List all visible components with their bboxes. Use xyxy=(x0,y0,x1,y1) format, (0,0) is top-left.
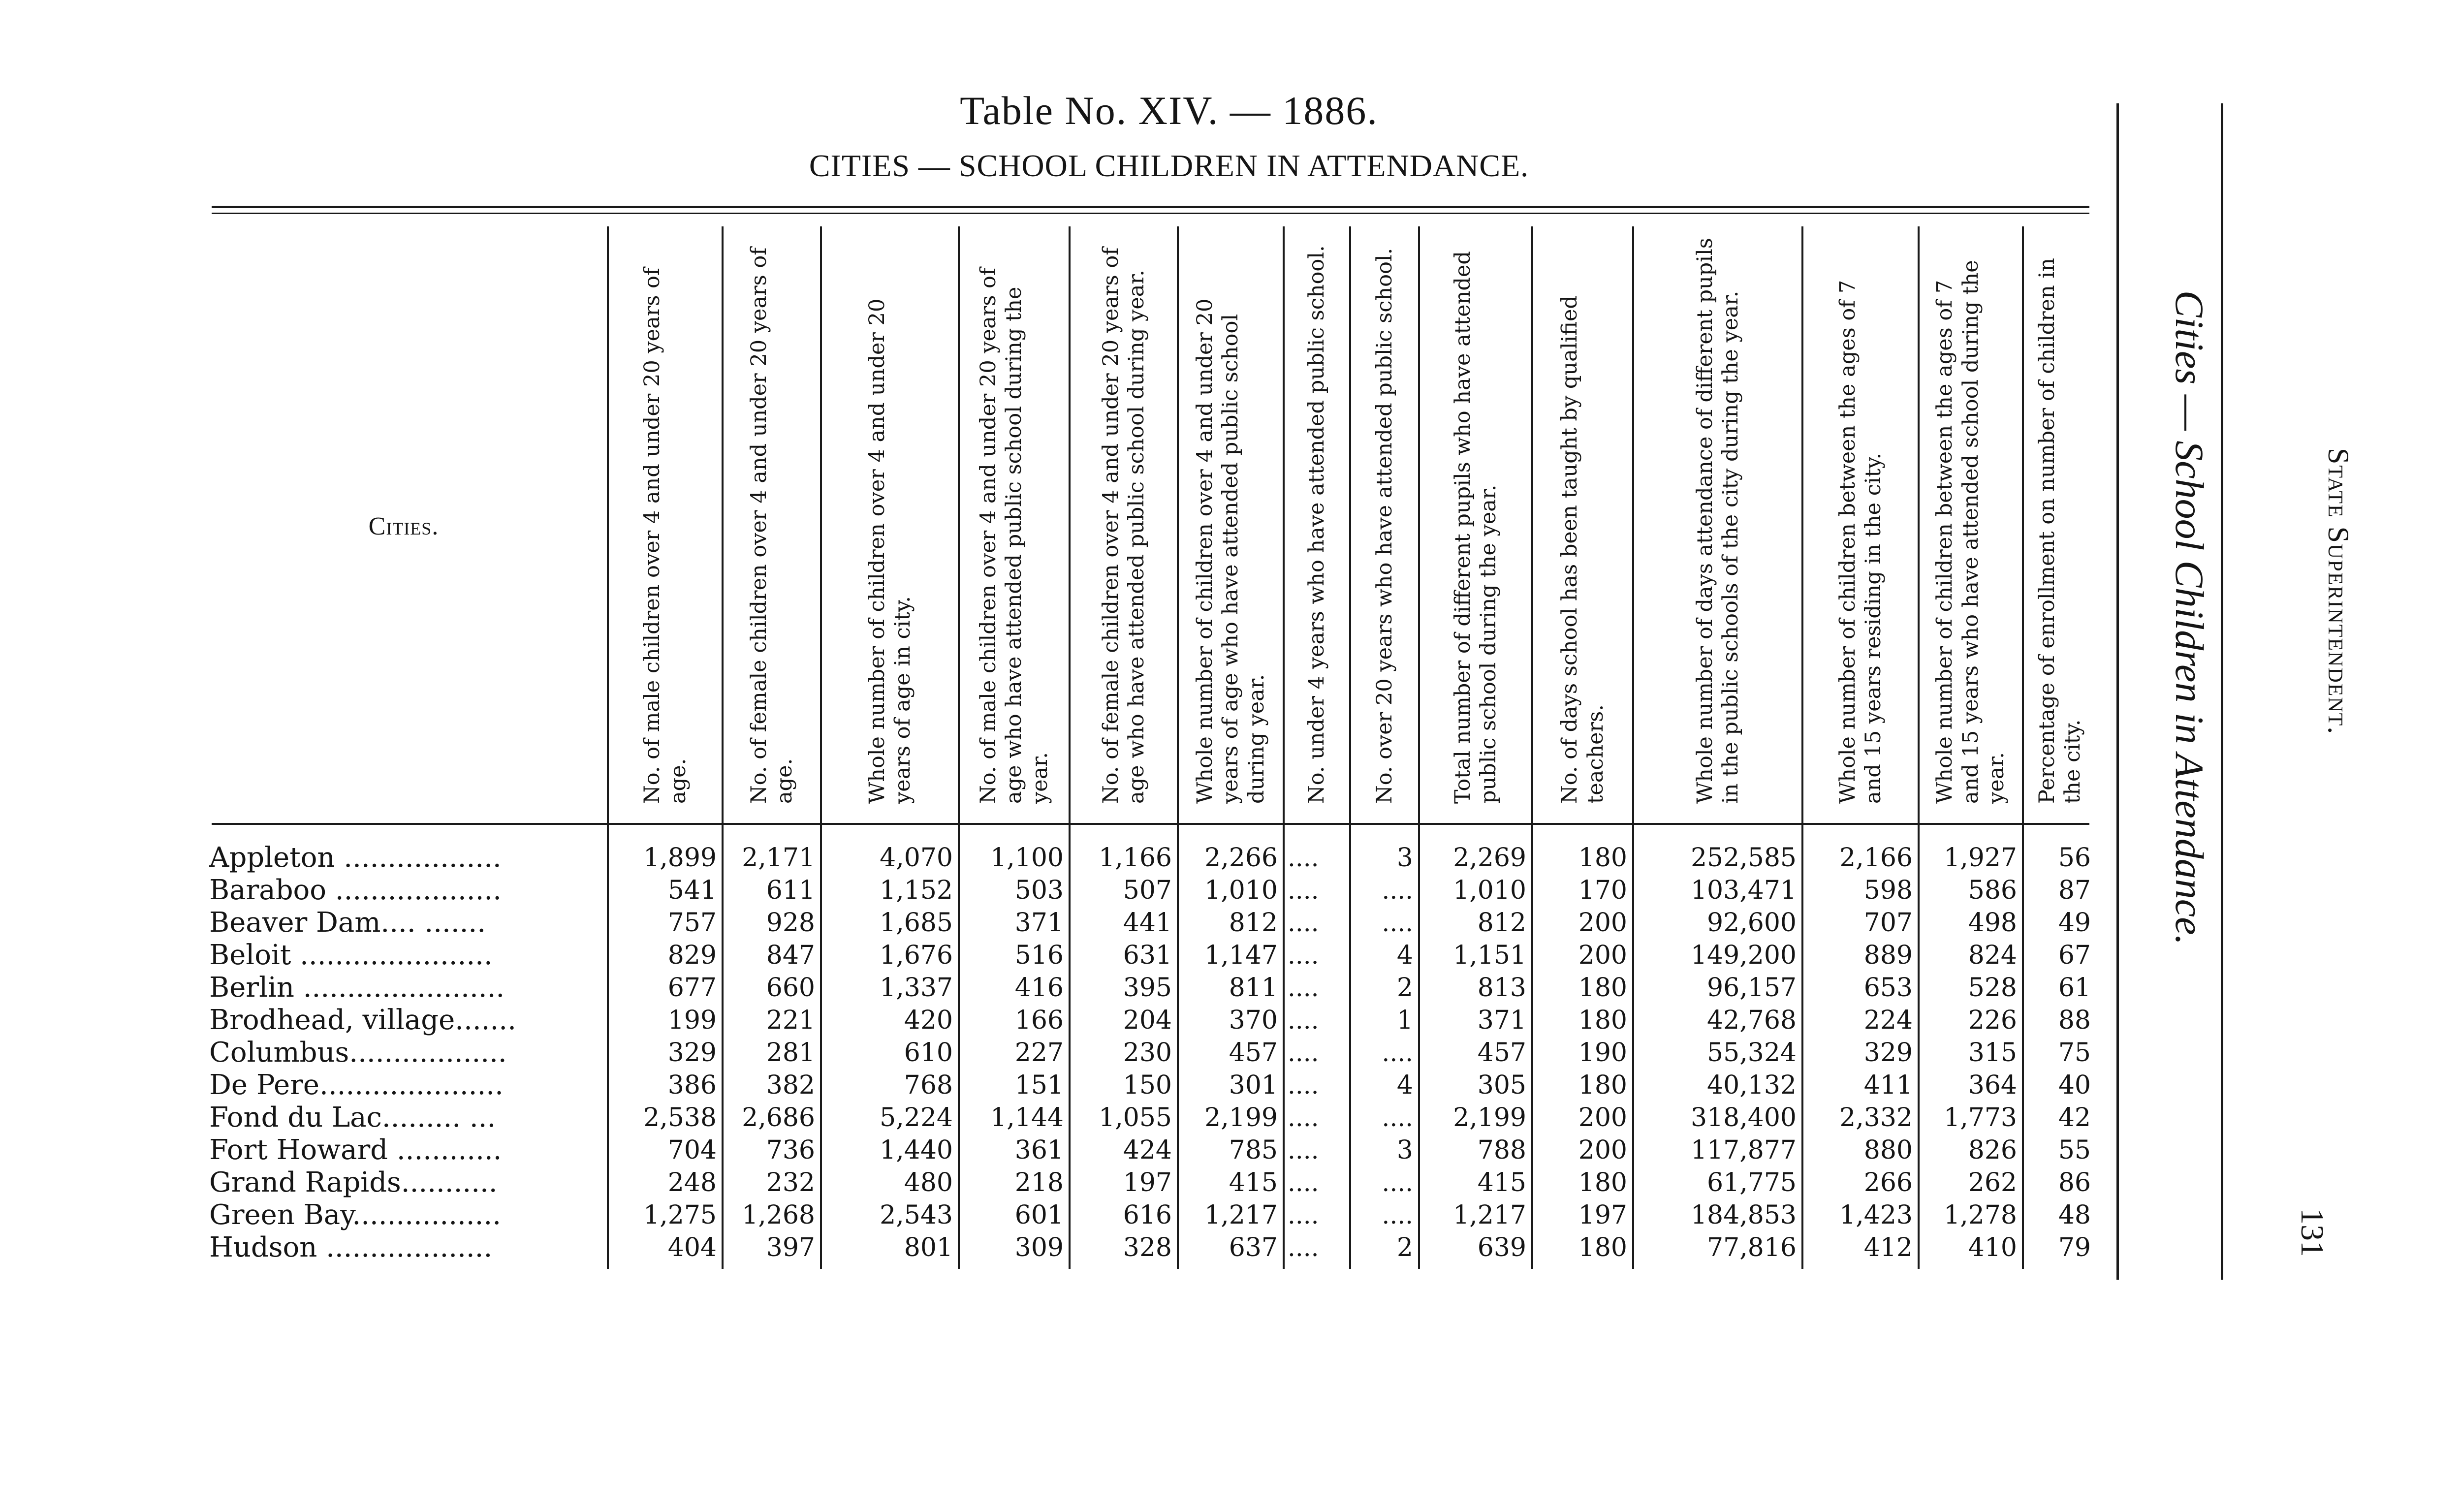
city-name: Green Bay................. xyxy=(209,1199,502,1231)
table-cell: 315 xyxy=(1968,1038,2017,1068)
table-cell: 1,899 xyxy=(643,843,717,873)
table-cell: 281 xyxy=(766,1038,815,1068)
table-cell: 40,132 xyxy=(1707,1071,1797,1100)
table-cell: 424 xyxy=(1123,1135,1172,1165)
table-cell: 631 xyxy=(1123,941,1172,970)
table-cell: 1,278 xyxy=(1944,1200,2017,1230)
city-name: Fond du Lac......... ... xyxy=(209,1102,496,1134)
table-cell: 371 xyxy=(1014,908,1064,938)
table-cell: 92,600 xyxy=(1707,908,1797,938)
table-cell: 61 xyxy=(2058,973,2091,1003)
table-cell: 541 xyxy=(667,876,717,905)
empty-cell: .... xyxy=(1382,1103,1413,1132)
table-cell: 824 xyxy=(1968,941,2017,970)
table-cell: 395 xyxy=(1123,973,1172,1003)
table-cell: 301 xyxy=(1229,1071,1278,1100)
table-cell: 262 xyxy=(1968,1168,2017,1197)
table-cell: 1,055 xyxy=(1099,1103,1172,1133)
column-header: Whole number of children over 4 and under 20 years of age who have attended public school during year. xyxy=(1192,298,1269,804)
table-cell: 200 xyxy=(1578,941,1627,970)
table-cell: 2,269 xyxy=(1453,843,1526,873)
table-cell: 412 xyxy=(1863,1233,1913,1262)
table-cell: 847 xyxy=(766,941,815,970)
city-name: Berlin ....................... xyxy=(209,972,505,1004)
table-cell: 197 xyxy=(1123,1168,1172,1197)
table-cell: 86 xyxy=(2058,1168,2091,1197)
table-cell: 415 xyxy=(1229,1168,1278,1197)
table-cell: 180 xyxy=(1578,1006,1627,1035)
table-cell: 180 xyxy=(1578,1168,1627,1197)
city-name: Hudson ................... xyxy=(209,1231,493,1263)
table-cell: 305 xyxy=(1477,1071,1526,1100)
table-cell: 329 xyxy=(667,1038,717,1068)
empty-cell: .... xyxy=(1288,941,1319,970)
table-cell: 653 xyxy=(1863,973,1913,1003)
table-cell: 598 xyxy=(1863,876,1913,905)
table-cell: 227 xyxy=(1014,1038,1064,1068)
table-cell: 2,538 xyxy=(643,1103,717,1133)
table-cell: 180 xyxy=(1578,973,1627,1003)
empty-cell: .... xyxy=(1288,1233,1319,1262)
table-cell: 150 xyxy=(1123,1071,1172,1100)
table-cell: 2,543 xyxy=(880,1200,953,1230)
table-cell: 801 xyxy=(904,1233,953,1262)
table-cell: 503 xyxy=(1014,876,1064,905)
table-cell: 4,070 xyxy=(880,843,953,873)
table-cell: 812 xyxy=(1229,908,1278,938)
table-cell: 415 xyxy=(1477,1168,1526,1197)
table-cell: 221 xyxy=(766,1006,815,1035)
empty-cell: .... xyxy=(1382,909,1413,937)
empty-cell: .... xyxy=(1288,1103,1319,1132)
column-header: No. of male children over 4 and under 20 years of age who have attended public school during the year. xyxy=(976,268,1052,804)
column-header: Whole number of children over 4 and under 20 years of age in city. xyxy=(864,298,915,804)
table-cell: 309 xyxy=(1014,1233,1064,1262)
margin-rule-1 xyxy=(2116,103,2119,1280)
table-cell: 1,217 xyxy=(1453,1200,1526,1230)
table-cell: 2 xyxy=(1396,1233,1413,1262)
table-cell: 1,927 xyxy=(1944,843,2017,873)
column-header: Whole number of children between the ages of 7 and 15 years residing in the city. xyxy=(1835,280,1886,804)
column-header: No. over 20 years who have attended public school. xyxy=(1372,248,1397,804)
table-cell: 197 xyxy=(1578,1200,1627,1230)
table-cell: 190 xyxy=(1578,1038,1627,1068)
table-cell: 1,685 xyxy=(880,908,953,938)
column-header: Total number of different pupils who have attended public school during the year. xyxy=(1450,251,1501,804)
city-name: Brodhead, village....... xyxy=(209,1004,516,1036)
table-cell: 601 xyxy=(1014,1200,1064,1230)
table-cell: 2,266 xyxy=(1204,843,1278,873)
empty-cell: .... xyxy=(1382,876,1413,905)
table-cell: 266 xyxy=(1863,1168,1913,1197)
table-cell: 55,324 xyxy=(1707,1038,1797,1068)
table-cell: 788 xyxy=(1477,1135,1526,1165)
table-cell: 386 xyxy=(667,1071,717,1100)
table-cell: 224 xyxy=(1863,1006,1913,1035)
table-cell: 411 xyxy=(1863,1071,1913,1100)
table-cell: 2,199 xyxy=(1453,1103,1526,1133)
table-cell: 1,144 xyxy=(990,1103,1064,1133)
table-cell: 40 xyxy=(2058,1071,2091,1100)
table-cell: 4 xyxy=(1396,1071,1413,1100)
table-cell: 371 xyxy=(1477,1006,1526,1035)
table-cell: 480 xyxy=(904,1168,953,1197)
table-cell: 586 xyxy=(1968,876,2017,905)
empty-cell: .... xyxy=(1288,1201,1319,1229)
table-cell: 117,877 xyxy=(1690,1135,1797,1165)
table-cell: 704 xyxy=(667,1135,717,1165)
column-header: No. under 4 years who have attended public school. xyxy=(1304,245,1329,804)
table-cell: 1,676 xyxy=(880,941,953,970)
column-header: Whole number of children between the ages of 7 and 15 years who have attended school during the year. xyxy=(1932,260,2009,804)
table-cell: 170 xyxy=(1578,876,1627,905)
table-cell: 1 xyxy=(1396,1006,1413,1035)
running-header: State Superintendent. xyxy=(2322,448,2355,735)
table-cell: 768 xyxy=(904,1071,953,1100)
table-cell: 2,199 xyxy=(1204,1103,1278,1133)
table-cell: 103,471 xyxy=(1690,876,1797,905)
table-cell: 397 xyxy=(766,1233,815,1262)
table-cell: 49 xyxy=(2058,908,2091,938)
table-cell: 507 xyxy=(1123,876,1172,905)
table-cell: 382 xyxy=(766,1071,815,1100)
city-name: Grand Rapids........... xyxy=(209,1166,498,1198)
table-cell: 420 xyxy=(904,1006,953,1035)
table-cell: 1,010 xyxy=(1453,876,1526,905)
table-cell: 785 xyxy=(1229,1135,1278,1165)
table-cell: 880 xyxy=(1863,1135,1913,1165)
table-cell: 1,440 xyxy=(880,1135,953,1165)
table-cell: 757 xyxy=(667,908,717,938)
table-cell: 457 xyxy=(1477,1038,1526,1068)
table-cell: 1,423 xyxy=(1839,1200,1913,1230)
table-cell: 5,224 xyxy=(880,1103,953,1133)
city-name: De Pere..................... xyxy=(209,1069,504,1101)
table-cell: 180 xyxy=(1578,1071,1627,1100)
table-cell: 616 xyxy=(1123,1200,1172,1230)
table-cell: 200 xyxy=(1578,1103,1627,1133)
table-cell: 889 xyxy=(1863,941,1913,970)
table-cell: 1,152 xyxy=(880,876,953,905)
table-cell: 516 xyxy=(1014,941,1064,970)
table-cell: 677 xyxy=(667,973,717,1003)
table-cell: 404 xyxy=(667,1233,717,1262)
table-cell: 928 xyxy=(766,908,815,938)
table-cell: 252,585 xyxy=(1690,843,1797,873)
table-cell: 328 xyxy=(1123,1233,1172,1262)
running-title: Cities — School Children in Attendance. xyxy=(2167,290,2212,945)
table-cell: 180 xyxy=(1578,1233,1627,1262)
empty-cell: .... xyxy=(1288,1039,1319,1067)
page-number: 131 xyxy=(2294,1208,2330,1257)
table-cell: 48 xyxy=(2058,1200,2091,1230)
table-cell: 829 xyxy=(667,941,717,970)
table-cell: 736 xyxy=(766,1135,815,1165)
city-name: Columbus.................. xyxy=(209,1037,507,1069)
table-cell: 811 xyxy=(1229,973,1278,1003)
table-cell: 528 xyxy=(1968,973,2017,1003)
table-cell: 416 xyxy=(1014,973,1064,1003)
city-name: Fort Howard ............ xyxy=(209,1134,502,1166)
table-cell: 637 xyxy=(1229,1233,1278,1262)
table-cell: 166 xyxy=(1014,1006,1064,1035)
table-cell: 812 xyxy=(1477,908,1526,938)
top-rule xyxy=(212,206,2089,208)
table-cell: 248 xyxy=(667,1168,717,1197)
table-cell: 2,686 xyxy=(742,1103,815,1133)
table-cell: 1,166 xyxy=(1099,843,1172,873)
table-cell: 79 xyxy=(2058,1233,2091,1262)
margin-rule-2 xyxy=(2221,103,2223,1280)
empty-cell: .... xyxy=(1288,1168,1319,1197)
city-column-header: Cities. xyxy=(368,512,439,540)
table-cell: 200 xyxy=(1578,1135,1627,1165)
table-cell: 410 xyxy=(1968,1233,2017,1262)
table-cell: 1,010 xyxy=(1204,876,1278,905)
column-header: No. of days school has been taught by qualified teachers. xyxy=(1557,295,1608,804)
table-cell: 3 xyxy=(1396,843,1413,873)
empty-cell: .... xyxy=(1382,1201,1413,1229)
table-subtitle: CITIES — SCHOOL CHILDREN IN ATTENDANCE. xyxy=(809,148,1529,183)
table-cell: 2,171 xyxy=(742,843,815,873)
table-cell: 184,853 xyxy=(1690,1200,1797,1230)
table-cell: 87 xyxy=(2058,876,2091,905)
table-cell: 361 xyxy=(1014,1135,1064,1165)
table-cell: 67 xyxy=(2058,941,2091,970)
table-cell: 364 xyxy=(1968,1071,2017,1100)
table-cell: 1,268 xyxy=(742,1200,815,1230)
column-header: No. of male children over 4 and under 20 years of age. xyxy=(640,268,691,804)
table-cell: 75 xyxy=(2058,1038,2091,1068)
city-name: Appleton .................. xyxy=(209,842,502,874)
column-header: No. of female children over 4 and under 20 years of age. xyxy=(746,247,797,804)
column-header: Percentage of enrollment on number of children in the city. xyxy=(2034,258,2085,804)
table-cell: 55 xyxy=(2058,1135,2091,1165)
empty-cell: .... xyxy=(1288,974,1319,1002)
empty-cell: .... xyxy=(1288,1136,1319,1165)
table-cell: 199 xyxy=(667,1006,717,1035)
table-cell: 218 xyxy=(1014,1168,1064,1197)
table-title: Table No. XIV. — 1886. xyxy=(960,88,1378,133)
table-cell: 180 xyxy=(1578,843,1627,873)
table-cell: 149,200 xyxy=(1690,941,1797,970)
table-cell: 2 xyxy=(1396,973,1413,1003)
table-cell: 441 xyxy=(1123,908,1172,938)
table-cell: 370 xyxy=(1229,1006,1278,1035)
table-cell: 1,217 xyxy=(1204,1200,1278,1230)
table-cell: 1,100 xyxy=(990,843,1064,873)
empty-cell: .... xyxy=(1288,876,1319,905)
table-cell: 61,775 xyxy=(1707,1168,1797,1197)
table-cell: 329 xyxy=(1863,1038,1913,1068)
table-cell: 498 xyxy=(1968,908,2017,938)
table-cell: 230 xyxy=(1123,1038,1172,1068)
empty-cell: .... xyxy=(1288,1071,1319,1100)
table-cell: 4 xyxy=(1396,941,1413,970)
table-cell: 56 xyxy=(2058,843,2091,873)
table-cell: 2,166 xyxy=(1839,843,1913,873)
table-cell: 226 xyxy=(1968,1006,2017,1035)
table-cell: 88 xyxy=(2058,1006,2091,1035)
table-cell: 457 xyxy=(1229,1038,1278,1068)
table-cell: 1,151 xyxy=(1453,941,1526,970)
table-cell: 1,337 xyxy=(880,973,953,1003)
table-cell: 2,332 xyxy=(1839,1103,1913,1133)
empty-cell: .... xyxy=(1288,844,1319,872)
empty-cell: .... xyxy=(1288,1006,1319,1035)
top-rule-2 xyxy=(212,213,2089,214)
header-rule xyxy=(212,823,2089,825)
table-cell: 232 xyxy=(766,1168,815,1197)
city-name: Baraboo ................... xyxy=(209,874,502,906)
table-cell: 318,400 xyxy=(1690,1103,1797,1133)
empty-cell: .... xyxy=(1382,1039,1413,1067)
table-cell: 611 xyxy=(766,876,815,905)
table-cell: 3 xyxy=(1396,1135,1413,1165)
table-cell: 200 xyxy=(1578,908,1627,938)
table-cell: 826 xyxy=(1968,1135,2017,1165)
column-header: Whole number of days attendance of different pupils in the public schools of the city during the year. xyxy=(1692,238,1743,804)
table-cell: 1,147 xyxy=(1204,941,1278,970)
table-cell: 707 xyxy=(1863,908,1913,938)
table-cell: 151 xyxy=(1014,1071,1064,1100)
table-cell: 660 xyxy=(766,973,815,1003)
table-cell: 42,768 xyxy=(1707,1006,1797,1035)
table-cell: 204 xyxy=(1123,1006,1172,1035)
city-name: Beaver Dam.... ....... xyxy=(209,907,486,939)
table-cell: 96,157 xyxy=(1707,973,1797,1003)
table-cell: 1,773 xyxy=(1944,1103,2017,1133)
table-cell: 813 xyxy=(1477,973,1526,1003)
table-cell: 639 xyxy=(1477,1233,1526,1262)
table-cell: 42 xyxy=(2058,1103,2091,1133)
table-cell: 1,275 xyxy=(643,1200,717,1230)
city-name: Beloit ...................... xyxy=(209,939,493,971)
column-header: No. of female children over 4 and under 20 years of age who have attended public school during year. xyxy=(1098,247,1149,804)
empty-cell: .... xyxy=(1288,909,1319,937)
empty-cell: .... xyxy=(1382,1168,1413,1197)
table-cell: 77,816 xyxy=(1707,1233,1797,1262)
table-cell: 610 xyxy=(904,1038,953,1068)
